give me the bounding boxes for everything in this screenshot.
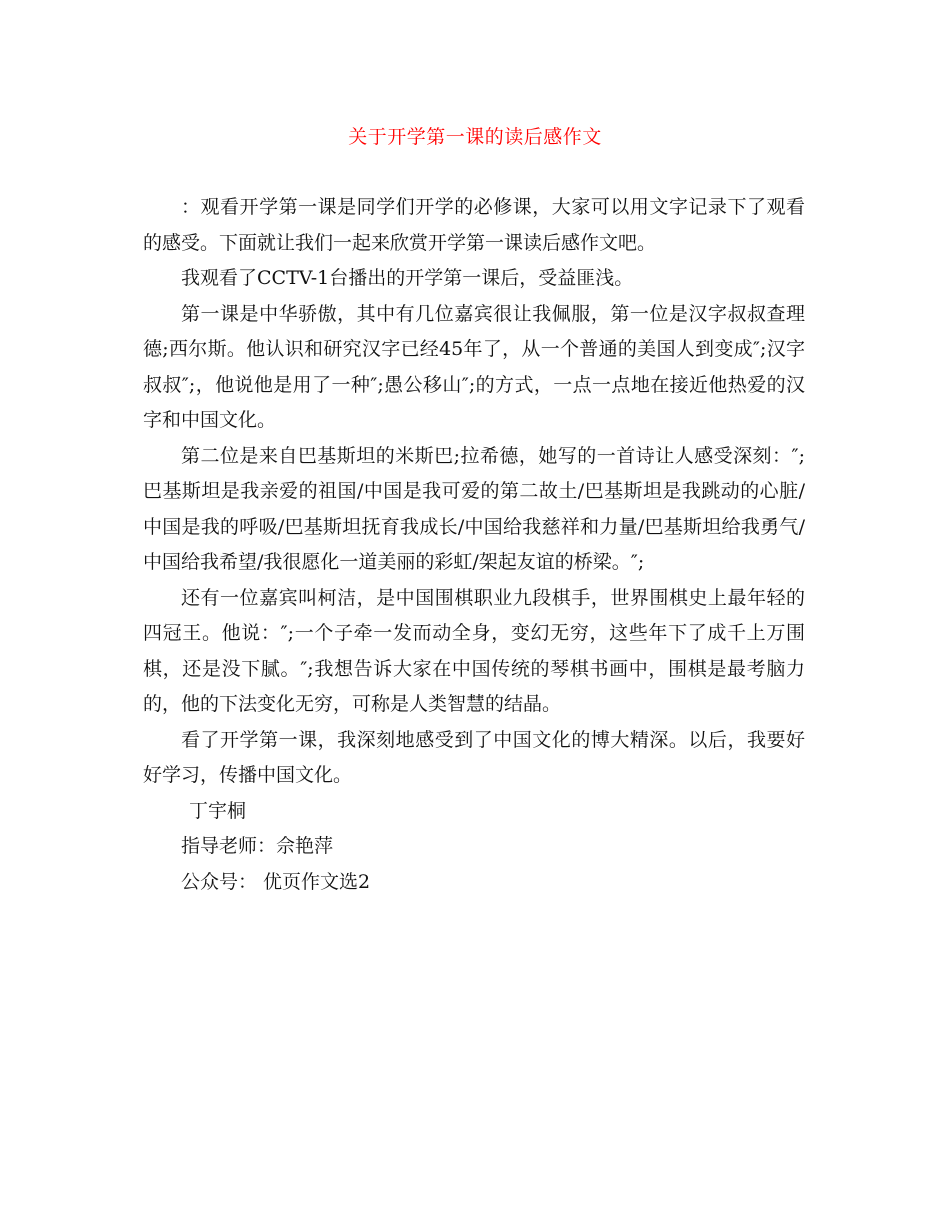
teacher-line: 指导老师：佘艳萍	[181, 835, 334, 857]
author-name: 丁宇桐	[189, 799, 247, 822]
document-body	[143, 190, 805, 900]
paragraph: 还有一位嘉宾叫柯洁，是中国围棋职业九段棋手，世界围棋史上最年轻的四冠王。他说：″;一个子牵一发而动全身，变幻无穷，这些年下了成千上万围棋，还是没下腻。″;我想告诉大家在中国传统的琴棋书画中，围棋是最考脑力的，他的下法变化无穷，可称是人类智慧的结晶。	[143, 586, 805, 715]
paragraph: 第二位是来自巴基斯坦的米斯巴;拉希德，她写的一首诗让人感受深刻：″;巴基斯坦是我亲爱的祖国/中国是我可爱的第二故土/巴基斯坦是我跳动的心脏/中国是我的呼吸/巴基斯坦抚育我成长/中国给我慈祥和力量/巴基斯坦给我勇气/中国给我希望/我很愿化一道美丽的彩虹/架起友谊的桥梁。″;	[143, 444, 805, 573]
account-line: 公众号： 优页作文选2	[181, 870, 371, 893]
document-title: 关于开学第一课的读后感作文	[348, 126, 602, 148]
paragraph: 第一课是中华骄傲，其中有几位嘉宾很让我佩服，第一位是汉字叔叔查理德;西尔斯。他认识和研究汉字已经45年了，从一个普通的美国人到变成″;汉字叔叔″;，他说他是用了一种″;愚公移山″;的方式，一点一点地在接近他热爱的汉字和中国文化。	[143, 302, 805, 431]
paragraph-intro: ：观看开学第一课是同学们开学的必修课，大家可以用文字记录下了观看的感受。下面就让我们一起来欣赏开学第一课读后感作文吧。	[143, 196, 805, 254]
paragraph: 我观看了CCTV-1台播出的开学第一课后，受益匪浅。	[181, 267, 634, 289]
paragraph: 看了开学第一课，我深刻地感受到了中国文化的博大精深。以后，我要好好学习，传播中国文化。	[143, 728, 805, 786]
